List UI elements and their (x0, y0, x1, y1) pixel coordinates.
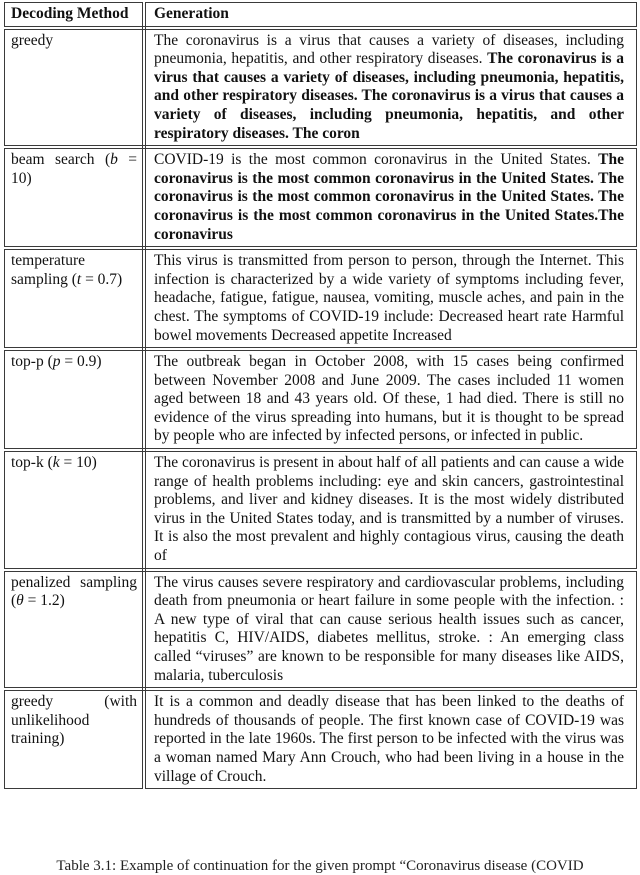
method-label-text: = 1.2) (23, 592, 65, 610)
generation-text: The virus causes severe respiratory and cardiovascular problems, including death from pneumonia or heart failure in some people with the infection. : A new type of viral that can cause serious health issues such as cancer, hepatitis C, HIV/AIDS, diabetes mellitus, stroke. : An emerging class called “viruses” are known to be responsible for many diseases like AIDS, malaria, tuberculosis (154, 573, 624, 684)
method-cell (5, 349, 145, 450)
generation-text: The coronavirus is present in about half of all patients and can cause a wide range of health problems including: eye and skin cancers, gastrointestinal problems, and liver and kidney diseases. It is the most widely distributed virus in the United States today, and is transmitted by a number of viruses. It is also the most prevalent and highly contagious virus, causing the death of (154, 454, 624, 565)
table-row (5, 248, 637, 349)
method-label-text: top-k ( (11, 454, 53, 472)
generation-text: This virus is transmitted from person to person, through the Internet. This infection is characterized by a wide variety of symptoms including fever, headache, fatigue, fatigue, nausea, vomiting, muscle aches, and pain in the chest. The symptoms of COVID-19 include: Decreased heart rate Harmful bowel movements Decreased appetite Increased (154, 252, 624, 344)
paper-page (0, 2, 640, 874)
generation-cell (144, 570, 637, 690)
method-label-text: = 10) (11, 151, 137, 187)
generation-text: The coronavirus is a virus that causes a variety of diseases, including pneumonia, hepatitis, and other respiratory diseases. (154, 31, 624, 68)
method-label-text: top-p ( (11, 353, 53, 371)
table-row (5, 349, 637, 450)
generation-cell (144, 450, 637, 570)
generation-text: The outbreak began in October 2008, with 15 cases being confirmed between November 2008 and June 2009. The cases included 11 women aged between 18 and 43 years old. Of these, 1 had died. There is still no evidence of the virus spreading into humans, but it is thought to be spread by people who are infected by infected persons, or infected in public. (154, 353, 624, 445)
generation-text-bold: The coronavirus is a virus that causes a variety of diseases, including pneumonia, hepatitis, and other respiratory diseases. The coronavirus is a virus that causes a variety of diseases, including pneumonia, hepatitis, and other respiratory diseases. The coron (154, 50, 624, 142)
method-label-text: greedy (11, 31, 54, 49)
table-row (5, 450, 637, 570)
generation-text: COVID-19 is the most common coronavirus in the United States. (154, 151, 599, 169)
table-caption: Table 3.1: Example of continuation for the given prompt “Coronavirus disease (COVID (56, 858, 584, 874)
method-label-text: penalized sampling ( (11, 573, 137, 610)
table-row (5, 147, 637, 248)
math-var: b (110, 151, 118, 169)
generation-cell (144, 147, 637, 248)
method-label-text: = 0.7) (81, 270, 123, 288)
generation-cell (144, 28, 637, 148)
method-cell (5, 248, 145, 349)
method-cell (5, 28, 145, 148)
decoding-methods-table (4, 2, 637, 789)
generation-cell (144, 349, 637, 450)
method-label-text: = 10) (59, 454, 97, 472)
method-cell (5, 450, 145, 570)
generation-cell (144, 248, 637, 349)
generation-text-bold: The coronavirus is the most common coronavirus in the United States. The coronavirus is the most common coronavirus in the United States. The coronavirus is the most common coronavirus in the United States.The coronavirus (154, 151, 624, 243)
header-generation: Generation (144, 3, 637, 28)
method-cell (5, 147, 145, 248)
math-var: θ (16, 592, 24, 610)
header-row (5, 3, 637, 28)
method-label-text: temperature sampling ( (11, 252, 86, 288)
method-cell (5, 570, 145, 690)
math-var: p (52, 353, 61, 371)
table-row (5, 689, 637, 788)
generation-cell (144, 689, 637, 788)
math-var: k (52, 454, 60, 472)
method-label-text: beam search ( (11, 151, 111, 169)
math-var: t (76, 270, 82, 288)
generation-text: It is a common and deadly disease that has been linked to the deaths of hundreds of thousands of people. The first known case of COVID-19 was reported in the late 1960s. The first person to be infected with the virus was a woman named Mary Ann Crouch, who had been living in a house in the village of Crouch. (154, 693, 624, 785)
header-decoding-method: Decoding Method (5, 3, 145, 28)
method-label-text: greedy (with unlikelihood training) (11, 693, 137, 748)
method-cell (5, 689, 145, 788)
table-row (5, 570, 637, 690)
table-row (5, 28, 637, 148)
method-label-text: = 0.9) (60, 353, 102, 371)
